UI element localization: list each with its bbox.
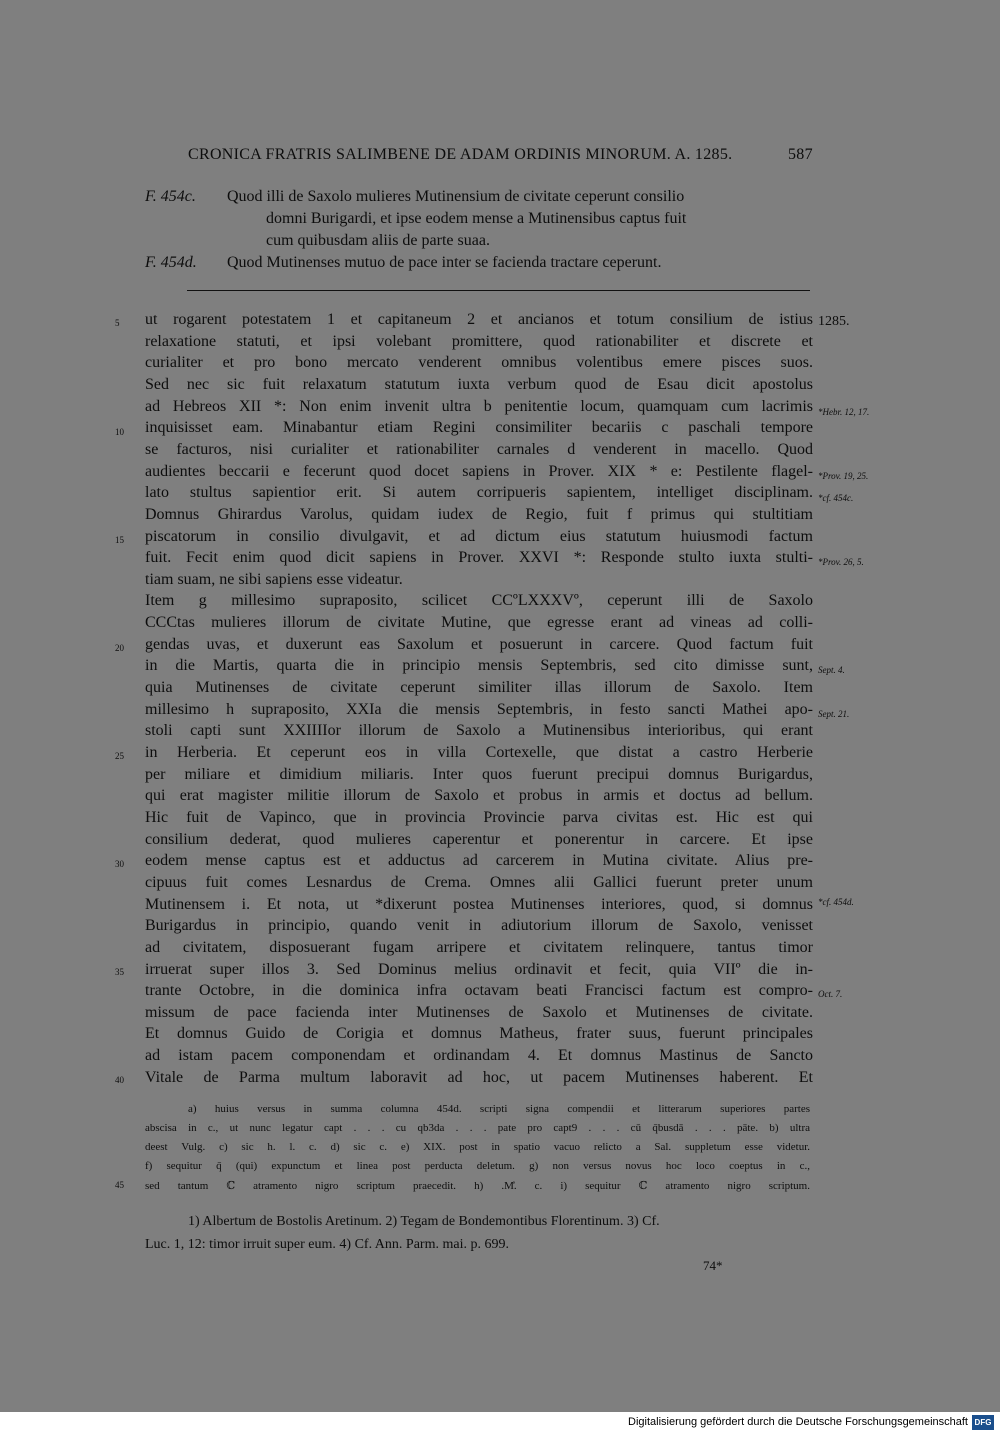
folio-ref: F. 454c.	[145, 188, 196, 205]
dfg-logo: DFG	[972, 1415, 994, 1430]
text-line: millesimo h supraposito, XXIa die mensis Septembris, in festo sancti Mathei apo-	[145, 701, 813, 718]
text-line: in die Martis, quarta die in principio mensis Septembris, sed cito dimisse sunt,	[145, 657, 813, 674]
signature-mark: 74*	[703, 1258, 723, 1273]
text-line: ad istam pacem componendam et ordinandam 4. Et domnus Mastinus de Sancto	[145, 1047, 813, 1064]
chapter-summary-1	[145, 188, 684, 206]
text-line: Mutinensem i. Et nota, ut *dixerunt postea Mutinenses interiores, quod, si domnus	[145, 896, 813, 913]
text-line: relaxatione statuti, et ipsi volebant promittere, quod rationabiliter et discrete et	[145, 333, 813, 350]
text-line: eodem mense captus est et adductus ad carcerem in Mutina civitate. Alius pre-	[145, 852, 813, 869]
text-line: trante Octobre, in die dominica infra octavam beati Francisci factum est compro-	[145, 982, 813, 999]
endnote-line: 1) Albertum de Bostolis Aretinum. 2) Tegam de Bondemontibus Florentinum. 3) Cf.	[188, 1214, 660, 1229]
folio-ref: F. 454d.	[145, 254, 197, 271]
margin-note: *Hebr. 12, 17.	[818, 407, 870, 417]
text-line: ad civitatem, disposuerant fugam arripere et civitatem relinquere, tantus timor	[145, 939, 813, 956]
text-line: Hic fuit de Vapinco, que in provincia Provincie parva civitas est. Hic est qui	[145, 809, 813, 826]
text-line: se facturos, nisi curialiter et rationabiliter carnales d venderent in macello. Quod	[145, 441, 813, 458]
text-line: stoli capti sunt XXIIIIor illorum de Saxolo a Mutinensibus interioribus, qui erant	[145, 722, 813, 739]
chapter-summary-1-cont: domni Burigardi, et ipse eodem mense a Mutinensibus captus fuit	[266, 210, 687, 227]
margin-note: *cf. 454d.	[818, 897, 854, 907]
margin-note: Oct. 7.	[818, 989, 843, 999]
footnote-line: a) huius versus in summa columna 454d. scripti signa compendii et litterarum superiores partes	[188, 1103, 810, 1115]
line-number: 30	[115, 859, 124, 869]
text-line: quia Mutinenses de civitate ceperunt similiter illas illorum de Saxolo. Item	[145, 679, 813, 696]
text-line: CCCtas mulieres illorum de civitate Mutine, que egresse erant ad vineas ad colli-	[145, 614, 813, 631]
margin-note: *cf. 454c.	[818, 493, 854, 503]
line-number: 35	[115, 967, 124, 977]
margin-note: Sept. 4.	[818, 665, 845, 675]
footnote-line: f) sequitur q̄ (qui) expunctum et linea post perducta deletum. g) non versus novus hoc loco coeptus in c.,	[145, 1160, 810, 1172]
margin-year: 1285.	[818, 314, 850, 329]
text-line: qui erat magister militie illorum de Saxolo et probus in armis et doctus ad bellum.	[145, 787, 813, 804]
footnote-line: deest Vulg. c) sic h. l. c. d) sic c. e) XIX. post in spatio vacuo relicto a Sal. suppletum esse videtur.	[145, 1141, 810, 1153]
text-line: Burigardus in principio, quando venit in adiutorium illorum de Saxolo, venisset	[145, 917, 813, 934]
summary-text: Quod Mutinenses mutuo de pace inter se facienda tractare ceperunt.	[227, 254, 662, 271]
footnote-line: abscisa in c., ut nunc legatur capt . . . cu qb3da . . . pate pro capt9 . . . cū q̄busdā . . . pāte. b) ultra	[145, 1122, 810, 1134]
header-title: CRONICA FRATRIS SALIMBENE DE ADAM ORDINIS MINORUM. A. 1285.	[188, 146, 733, 163]
margin-note: *Prov. 19, 25.	[818, 471, 869, 481]
endnote-line: Luc. 1, 12: timor irruit super eum. 4) Cf. Ann. Parm. mai. p. 699.	[145, 1237, 509, 1252]
chapter-summary-1-cont2: cum quibusdam aliis de parte suaa.	[266, 232, 490, 249]
line-number: 10	[115, 427, 124, 437]
text-line: missum de pace facienda inter Mutinenses de Saxolo et Mutinenses de civitate.	[145, 1004, 813, 1021]
text-line: tiam suam, ne sibi sapiens esse videatur.	[145, 571, 403, 588]
summary-text: Quod illi de Saxolo mulieres Mutinensium de civitate ceperunt consilio	[227, 188, 685, 205]
text-line: per miliare et dimidium miliaris. Inter quos fuerunt precipui domnus Burigardus,	[145, 766, 813, 783]
text-line: irruerat super illos 3. Sed Dominus melius ordinavit et fecit, quia VIIº die in-	[145, 961, 813, 978]
text-line: gendas uvas, et duxerunt eas Saxolum et posuerunt in carcere. Quod factum fuit	[145, 636, 813, 653]
text-line: in Herberia. Et ceperunt eos in villa Cortexelle, que distat a castro Herberie	[145, 744, 813, 761]
text-line: ad Hebreos XII *: Non enim invenit ultra b penitentie locum, quamquam cum lacrimis	[145, 398, 813, 415]
margin-note: Sept. 21.	[818, 709, 850, 719]
line-number: 20	[115, 643, 124, 653]
text-line: lato stultus sapientior erit. Si autem corripueris sapientem, intelliget disciplinam.	[145, 484, 813, 501]
line-number: 40	[115, 1075, 124, 1085]
text-line: curialiter et pro bono mercato venderent omnibus volentibus emere pisces suos.	[145, 354, 813, 371]
text-line: consilium dederat, quod mulieres caperentur et ponerentur in carcere. Et ipse	[145, 831, 813, 848]
margin-note: *Prov. 26, 5.	[818, 557, 864, 567]
text-line: audientes beccarii e fecerunt quod docet sapiens in Prover. XIX * e: Pestilente flagel-	[145, 463, 813, 480]
footer-bar	[0, 1412, 1000, 1434]
text-line: Sed nec sic fuit relaxatum statutum iuxta verbum quod de Esau dicit apostolus	[145, 376, 813, 393]
text-line: Et domnus Guido de Corigia et domnus Matheus, frater suus, fuerunt principales	[145, 1025, 813, 1042]
text-line: inquisisset eam. Minabantur etiam Regini consimiliter becariis c paschali tempore	[145, 419, 813, 436]
line-number: 25	[115, 751, 124, 761]
text-line: ut rogarent potestatem 1 et capitaneum 2 et ancianos et totum consilium de istius	[145, 311, 813, 328]
chapter-summary-2	[145, 254, 661, 272]
line-number: 5	[115, 318, 120, 328]
text-line: Vitale de Parma multum laboravit ad hoc, ut pacem Mutinenses haberent. Et	[145, 1069, 813, 1086]
text-line: Item g millesimo supraposito, scilicet CCºLXXXVº, ceperunt illi de Saxolo	[145, 592, 813, 609]
line-number: 15	[115, 535, 124, 545]
text-line: cipuus fuit comes Lesnardus de Crema. Omnes alii Gallici fuerunt preter unum	[145, 874, 813, 891]
footnote-line: sed tantum ℂ atramento nigro scriptum praecedit. h) .M̊. c. i) sequitur ℂ atramento nigro scriptum.	[145, 1180, 810, 1192]
text-line: piscatorum in consilio divulgavit, et ad dictum eius statutum huiusmodi factum	[145, 528, 813, 545]
running-header	[188, 146, 813, 164]
line-number: 45	[115, 1180, 124, 1190]
separator-rule	[187, 290, 810, 291]
page-number: 587	[788, 146, 813, 163]
text-line: Domnus Ghirardus Varolus, quidam iudex de Regio, fuit f primus qui stultitiam	[145, 506, 813, 523]
footer-credit: Digitalisierung gefördert durch die Deutsche Forschungsgemeinschaft	[628, 1416, 968, 1428]
text-line: fuit. Fecit enim quod dicit sapiens in Prover. XXVI *: Responde stulto iuxta stulti-	[145, 549, 813, 566]
